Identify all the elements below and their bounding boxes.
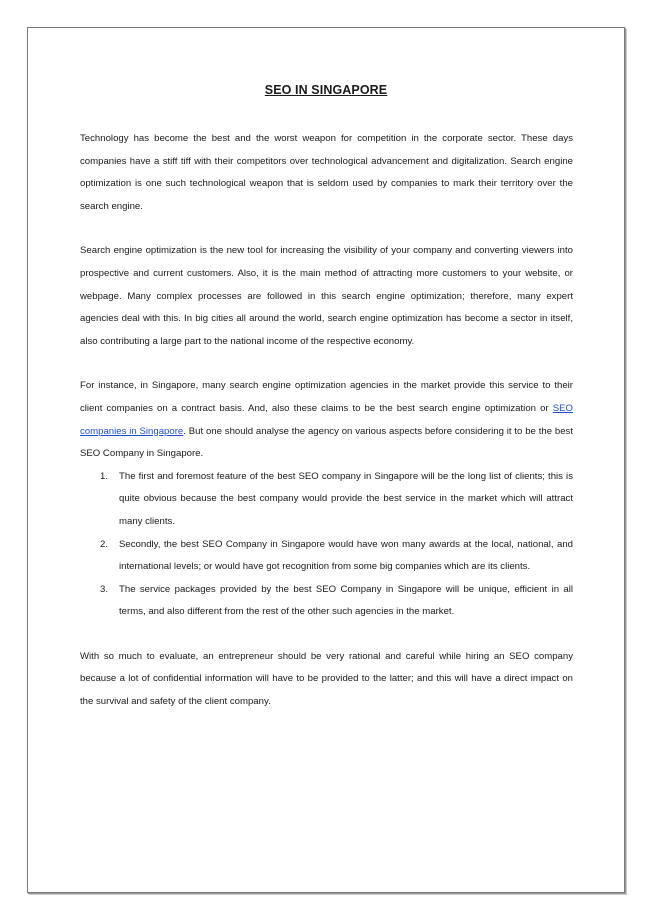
seo-companies-link[interactable]: SEO companies in Singapore xyxy=(80,402,573,437)
paragraph-spacer xyxy=(80,624,573,646)
list-item-number: 3. xyxy=(100,583,109,595)
document-page xyxy=(27,27,625,893)
paragraph-conclusion: With so much to evaluate, an entrepreneur should be very rational and careful while hiring an SEO company because a lot of confidential information will have to be provided to the latter; and this will have a direct impact on the survival and safety of the client company. xyxy=(80,650,573,708)
list-item-text: The first and foremost feature of the best SEO company in Singapore will be the long list of clients; this is quite obvious because the best company would provide the best service in the market which will attract many clients. xyxy=(119,470,573,527)
paragraph-spacer xyxy=(80,353,573,375)
list-item-number: 1. xyxy=(100,470,109,482)
list-item xyxy=(80,579,573,624)
list-item-text: The service packages provided by the best SEO Company in Singapore will be unique, efficient in all terms, and also different from the rest of the other such agencies in the market. xyxy=(119,583,573,618)
document-title: SEO IN SINGAPORE xyxy=(264,83,388,97)
paragraph-spacer xyxy=(80,218,573,240)
list-item xyxy=(80,534,573,579)
paragraph-singapore xyxy=(80,375,573,465)
paragraph-intro: Technology has become the best and the worst weapon for competition in the corporate sector. These days companies have a stiff tiff with their competitors over technological advancement and digitalization. Search engine optimization is one such technological weapon that is seldom used by companies to mark their territory over the search engine. xyxy=(80,133,573,212)
list-item xyxy=(80,466,573,534)
list-item-number: 2. xyxy=(100,538,109,550)
list-item-text: Secondly, the best SEO Company in Singapore would have won many awards at the local, national, and international levels; or would have got recognition from some big companies which are its clients. xyxy=(119,538,573,573)
paragraph-singapore-text-start: For instance, in Singapore, many search engine optimization agencies in the market provide this service to their client companies on a contract basis. And, also these claims to be the best search engine optimization or xyxy=(80,380,573,414)
paragraph-singapore-text-end: . But one should analyse the agency on various aspects before considering it to be the best SEO Company in Singapore. xyxy=(80,425,573,460)
feature-list xyxy=(80,466,573,624)
paragraph-seo-tool: Search engine optimization is the new tool for increasing the visibility of your company and converting viewers into prospective and current customers. Also, it is the main method of attracting more customers to your website, or webpage. Many complex processes are followed in this search engine optimization; therefore, many expert agencies deal with this. In big cities all around the world, search engine optimization has become a sector in itself, also contributing a large part to the national income of the respective economy. xyxy=(80,245,573,347)
document-body xyxy=(80,128,573,714)
